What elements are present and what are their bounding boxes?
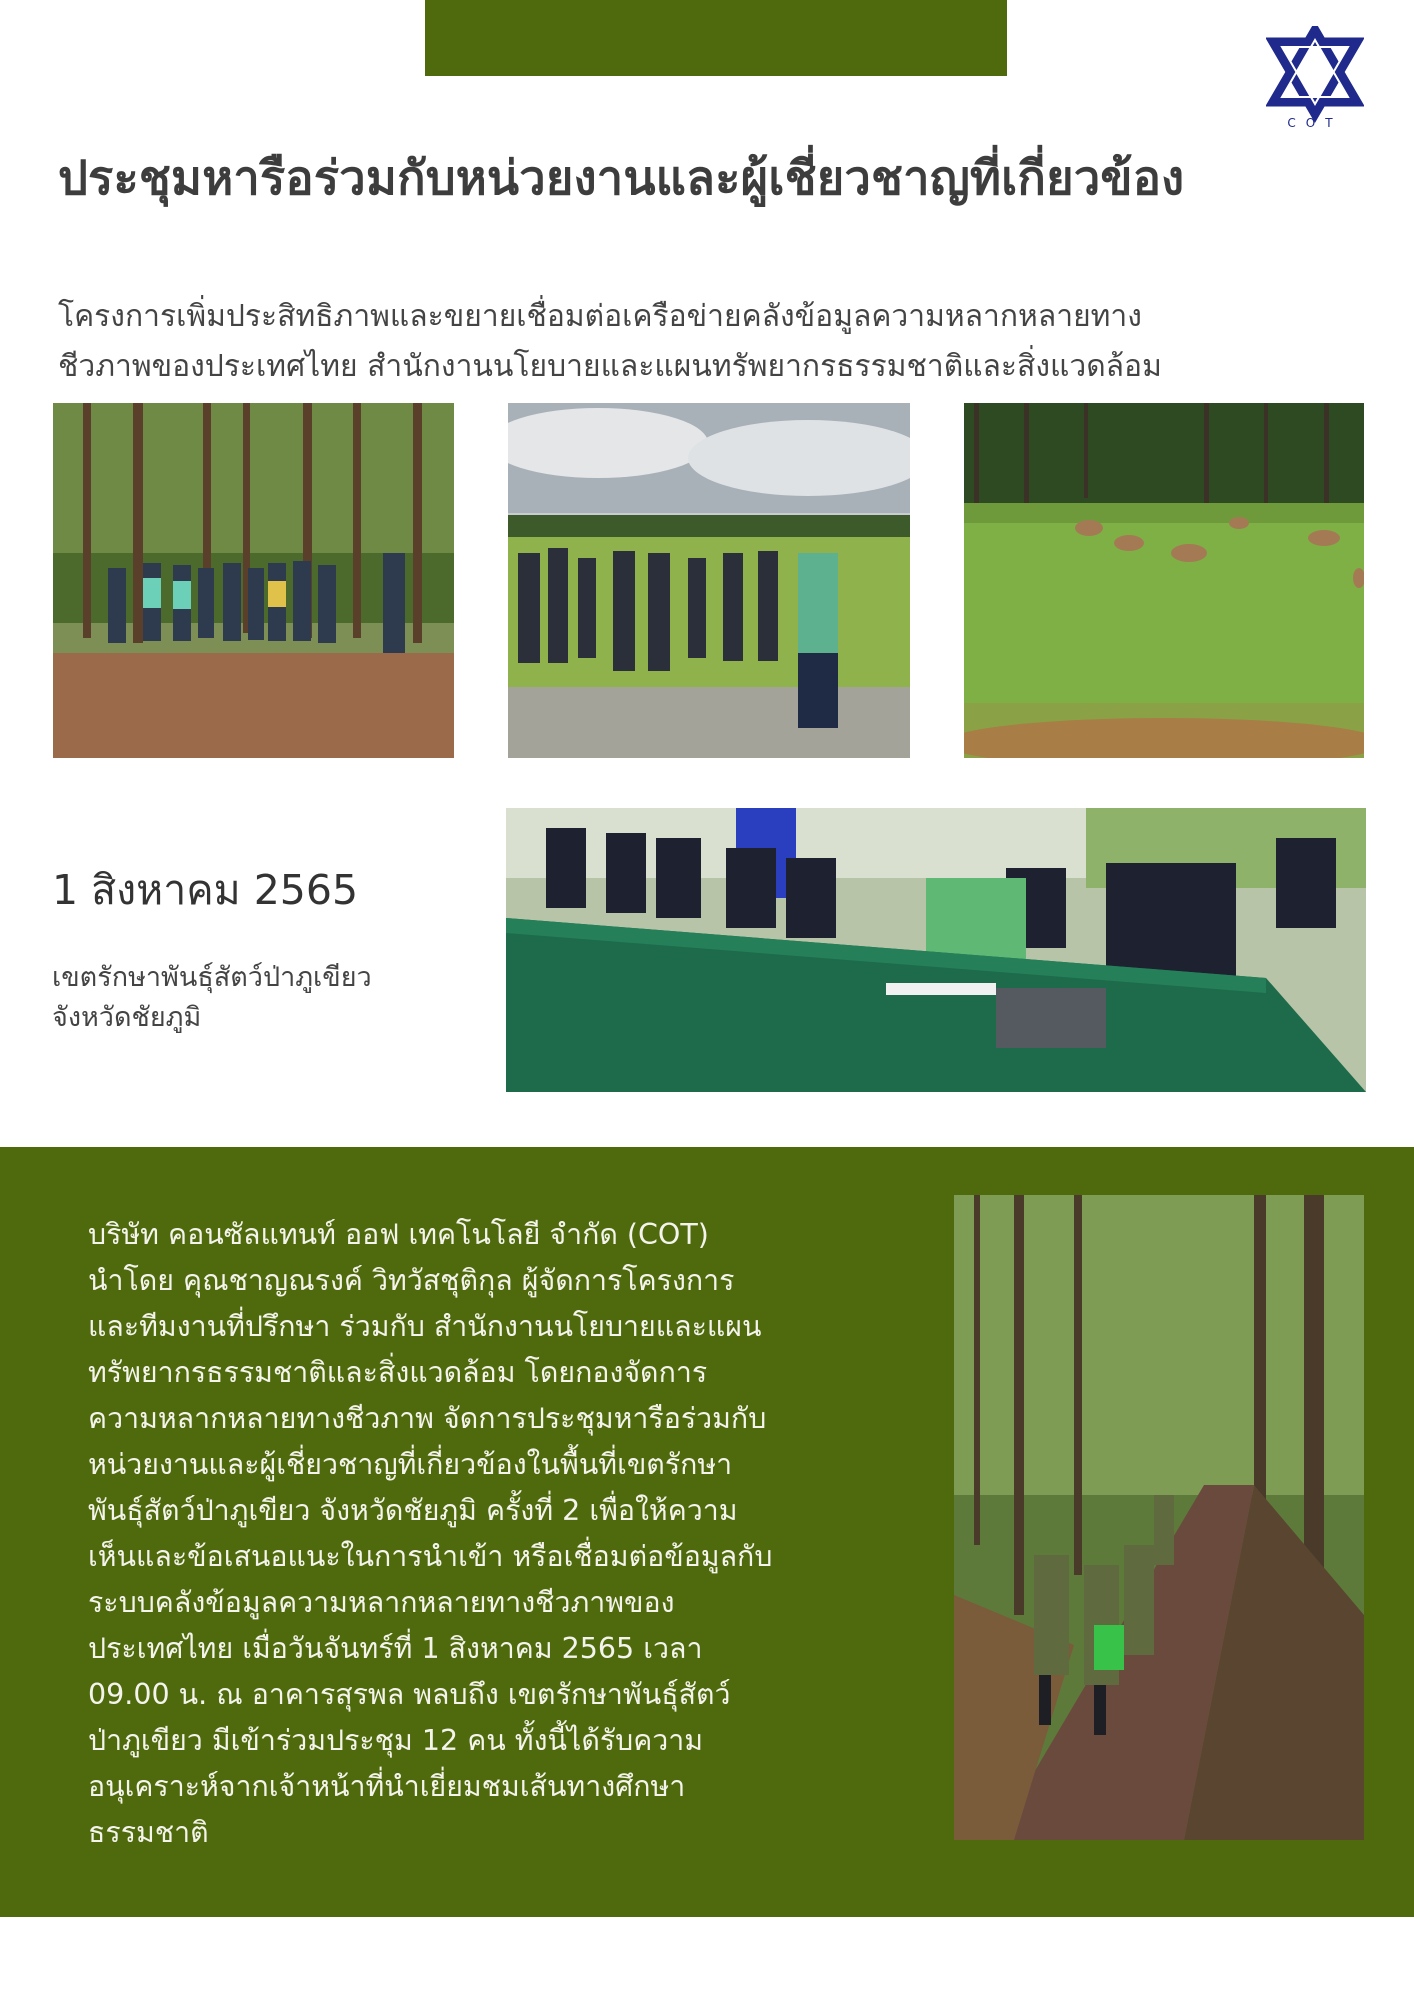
location-line: จังหวัดชัยภูมิ bbox=[52, 1002, 202, 1033]
summary-line: ธรรมชาติ bbox=[88, 1816, 209, 1849]
photo-deer-field bbox=[964, 403, 1364, 758]
summary-line: นำโดย คุณชาญณรงค์ วิทวัสชุติกุล ผู้จัดการโครงการ bbox=[88, 1264, 735, 1297]
project-subtitle bbox=[58, 292, 1378, 392]
summary-line: อนุเคราะห์จากเจ้าหน้าที่นำเยี่ยมชมเส้นทางศึกษา bbox=[88, 1770, 686, 1803]
event-date: 1 สิงหาคม 2565 bbox=[52, 866, 359, 914]
summary-line: บริษัท คอนซัลแทนท์ ออฟ เทคโนโลยี จำกัด (COT) bbox=[88, 1218, 709, 1251]
photo-group-grassland bbox=[508, 403, 910, 758]
top-accent-bar bbox=[425, 0, 1007, 76]
summary-line: พันธุ์สัตว์ป่าภูเขียว จังหวัดชัยภูมิ ครั้งที่ 2 เพื่อให้ความ bbox=[88, 1494, 738, 1527]
photo-nature-trail bbox=[954, 1195, 1364, 1840]
photo-group-forest bbox=[53, 403, 454, 758]
location-line: เขตรักษาพันธุ์สัตว์ป่าภูเขียว bbox=[52, 962, 372, 993]
summary-line: เห็นและข้อเสนอแนะในการนำเข้า หรือเชื่อมต่อข้อมูลกับ bbox=[88, 1540, 773, 1573]
cot-logo bbox=[1266, 26, 1364, 130]
photo-meeting-table bbox=[506, 808, 1366, 1092]
event-location bbox=[52, 958, 372, 1038]
subtitle-line: โครงการเพิ่มประสิทธิภาพและขยายเชื่อมต่อเครือข่ายคลังข้อมูลความหลากหลายทาง bbox=[58, 299, 1142, 334]
summary-line: ทรัพยากรธรรมชาติและสิ่งแวดล้อม โดยกองจัดการ bbox=[88, 1356, 708, 1389]
summary-line: 09.00 น. ณ อาคารสุรพล พลบถึง เขตรักษาพันธุ์สัตว์ bbox=[88, 1678, 731, 1711]
page-title: ประชุมหารือร่วมกับหน่วยงานและผู้เชี่ยวชาญที่เกี่ยวข้อง bbox=[58, 151, 1185, 206]
summary-text bbox=[88, 1212, 878, 1856]
summary-line: ประเทศไทย เมื่อวันจันทร์ที่ 1 สิงหาคม 2565 เวลา bbox=[88, 1632, 703, 1665]
summary-line: ระบบคลังข้อมูลความหลากหลายทางชีวภาพของ bbox=[88, 1586, 675, 1619]
logo-wordmark: COT bbox=[1287, 116, 1343, 130]
summary-line: ป่าภูเขียว มีเข้าร่วมประชุม 12 คน ทั้งนี้ได้รับความ bbox=[88, 1724, 704, 1757]
subtitle-line: ชีวภาพของประเทศไทย สำนักงานนโยบายและแผนทรัพยากรธรรมชาติและสิ่งแวดล้อม bbox=[58, 349, 1162, 384]
summary-line: หน่วยงานและผู้เชี่ยวชาญที่เกี่ยวข้องในพื้นที่เขตรักษา bbox=[88, 1448, 733, 1481]
summary-line: และทีมงานที่ปรึกษา ร่วมกับ สำนักงานนโยบายและแผน bbox=[88, 1310, 762, 1343]
summary-line: ความหลากหลายทางชีวภาพ จัดการประชุมหารือร่วมกับ bbox=[88, 1402, 767, 1435]
